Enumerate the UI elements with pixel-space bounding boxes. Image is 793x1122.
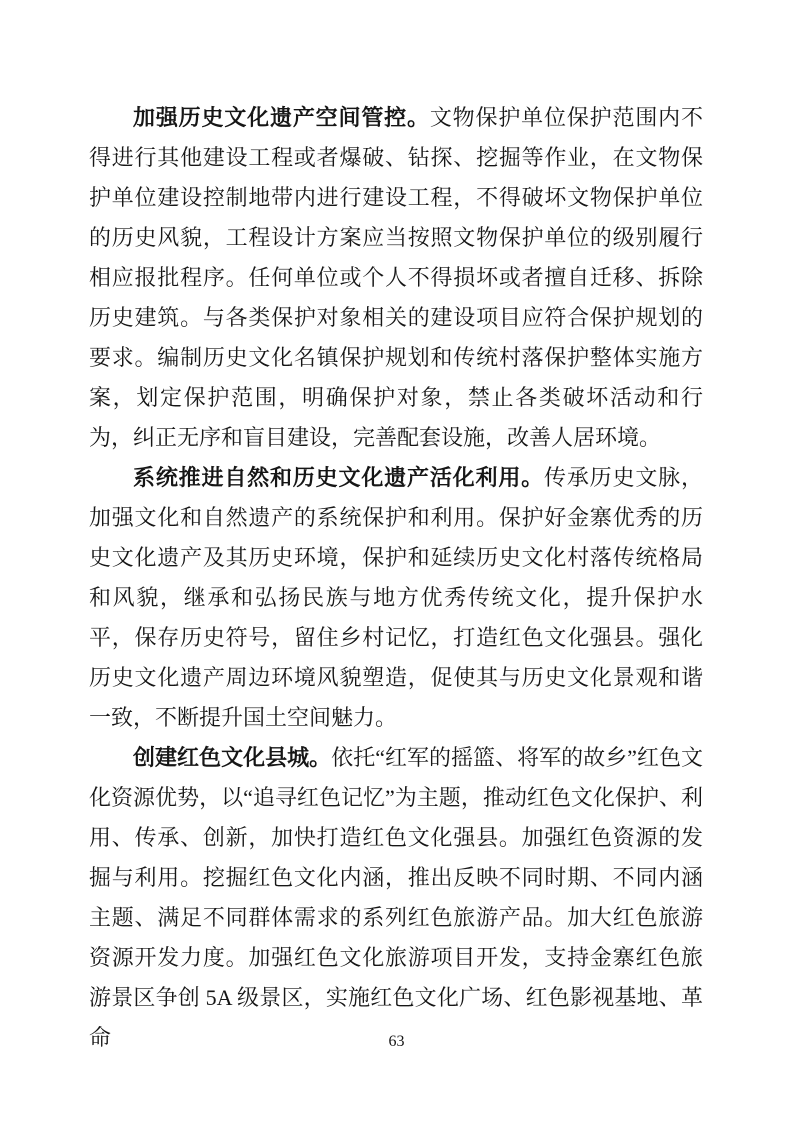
paragraph: [89, 458, 703, 738]
paragraph-lead: 加强历史文化遗产空间管控。: [133, 105, 430, 130]
paragraph: [89, 738, 703, 1058]
page-number: 63: [388, 1033, 405, 1050]
paragraph-text: 依托“红军的摇篮、将军的故乡”红色文化资源优势，以“追寻红色记忆”为主题，推动红色文化保护、利用、传承、创新，加快打造红色文化强县。加强红色资源的发掘与利用。挖掘红色文化内涵，推出反映不同时期、不同内涵主题、满足不同群体需求的系列红色旅游产品。加大红色旅游资源开发力度。加强红色文化旅游项目开发，支持金寨红色旅游景区争创 5A 级景区，实施红色文化广场、红色影视基地、革命: [89, 745, 703, 1050]
paragraph-lead: 系统推进自然和历史文化遗产活化利用。: [133, 465, 544, 490]
page-footer: [0, 1033, 793, 1051]
page-body: [89, 98, 703, 1058]
paragraph-lead: 创建红色文化县城。: [133, 745, 332, 770]
paragraph-text: 传承历史文脉，加强文化和自然遗产的系统保护和利用。保护好金寨优秀的历史文化遗产及其历史环境，保护和延续历史文化村落传统格局和风貌，继承和弘扬民族与地方优秀传统文化，提升保护水平，保存历史符号，留住乡村记忆，打造红色文化强县。强化历史文化遗产周边环境风貌塑造，促使其与历史文化景观和谐一致，不断提升国土空间魅力。: [89, 465, 703, 730]
paragraph-text: 文物保护单位保护范围内不得进行其他建设工程或者爆破、钻探、挖掘等作业，在文物保护单位建设控制地带内进行建设工程，不得破坏文物保护单位的历史风貌，工程设计方案应当按照文物保护单位的级别履行相应报批程序。任何单位或个人不得损坏或者擅自迁移、拆除历史建筑。与各类保护对象相关的建设项目应符合保护规划的要求。编制历史文化名镇保护规划和传统村落保护整体实施方案，划定保护范围，明确保护对象，禁止各类破坏活动和行为，纠正无序和盲目建设，完善配套设施，改善人居环境。: [89, 105, 703, 450]
paragraph: [89, 98, 703, 458]
